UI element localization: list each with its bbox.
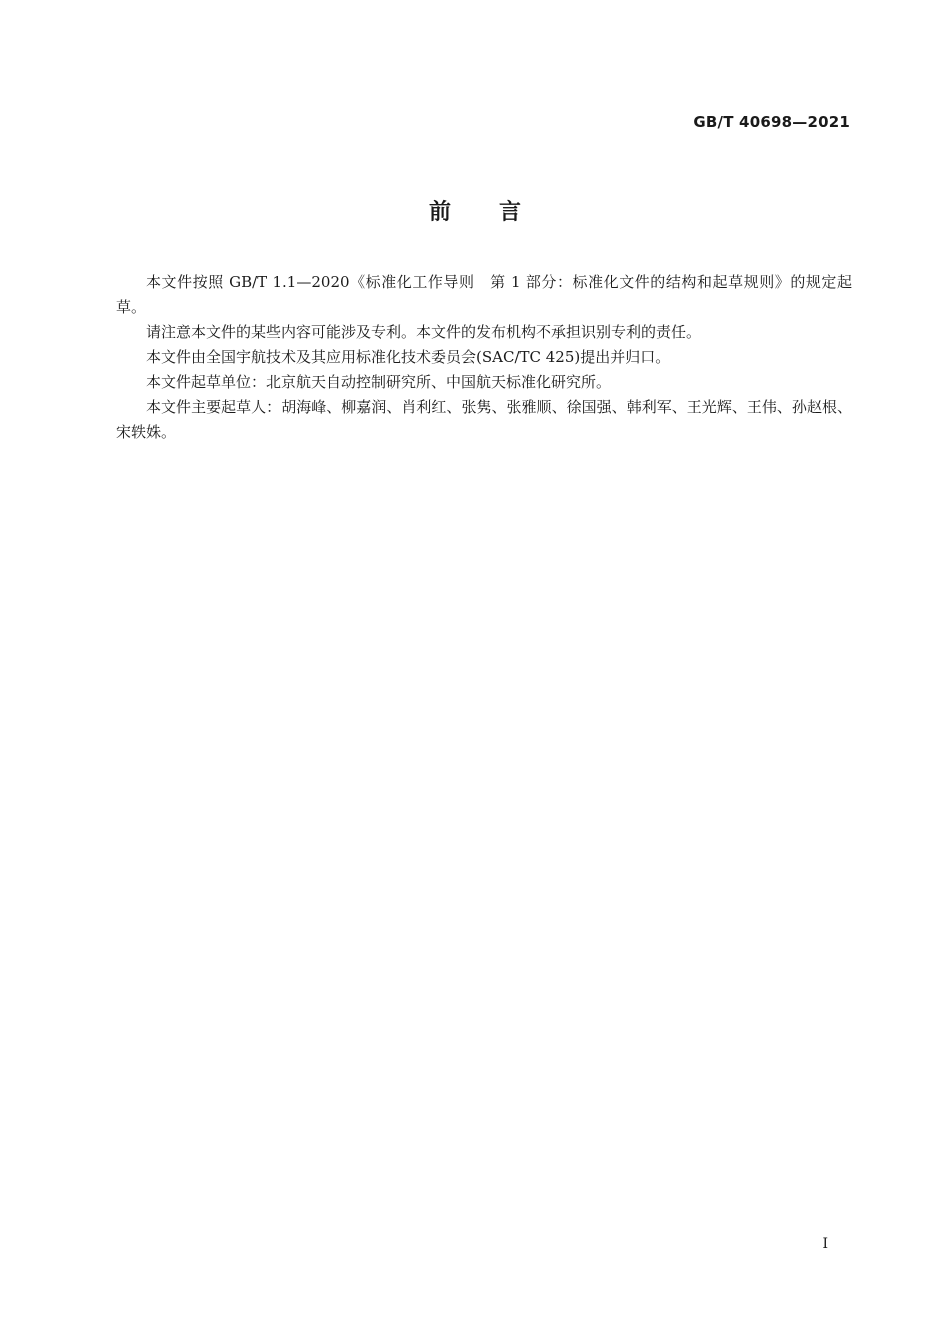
paragraph-patent-notice: 请注意本文件的某些内容可能涉及专利。本文件的发布机构不承担识别专利的责任。 (146, 323, 702, 341)
page-number: I (822, 1236, 828, 1252)
page-title-char-1: 前 (428, 200, 451, 225)
foreword-body (116, 270, 852, 445)
paragraph-proposing-committee: 本文件由全国宇航技术及其应用标准化技术委员会(SAC/TC 425)提出并归口。 (146, 348, 671, 366)
page-title (0, 195, 950, 226)
paragraph-drafters: 本文件主要起草人：胡海峰、柳嘉润、肖利红、张隽、张雅顺、徐国强、韩利军、王光辉、王伟、孙赵根、宋轶姝。 (116, 398, 852, 441)
page-title-char-2: 言 (499, 200, 522, 225)
paragraph-drafting-rules: 本文件按照 GB/T 1.1—2020《标准化工作导则 第 1 部分：标准化文件的结构和起草规则》的规定起草。 (116, 273, 852, 316)
paragraph-drafting-organizations: 本文件起草单位：北京航天自动控制研究所、中国航天标准化研究所。 (146, 373, 612, 391)
document-code: GB/T 40698—2021 (693, 113, 850, 131)
